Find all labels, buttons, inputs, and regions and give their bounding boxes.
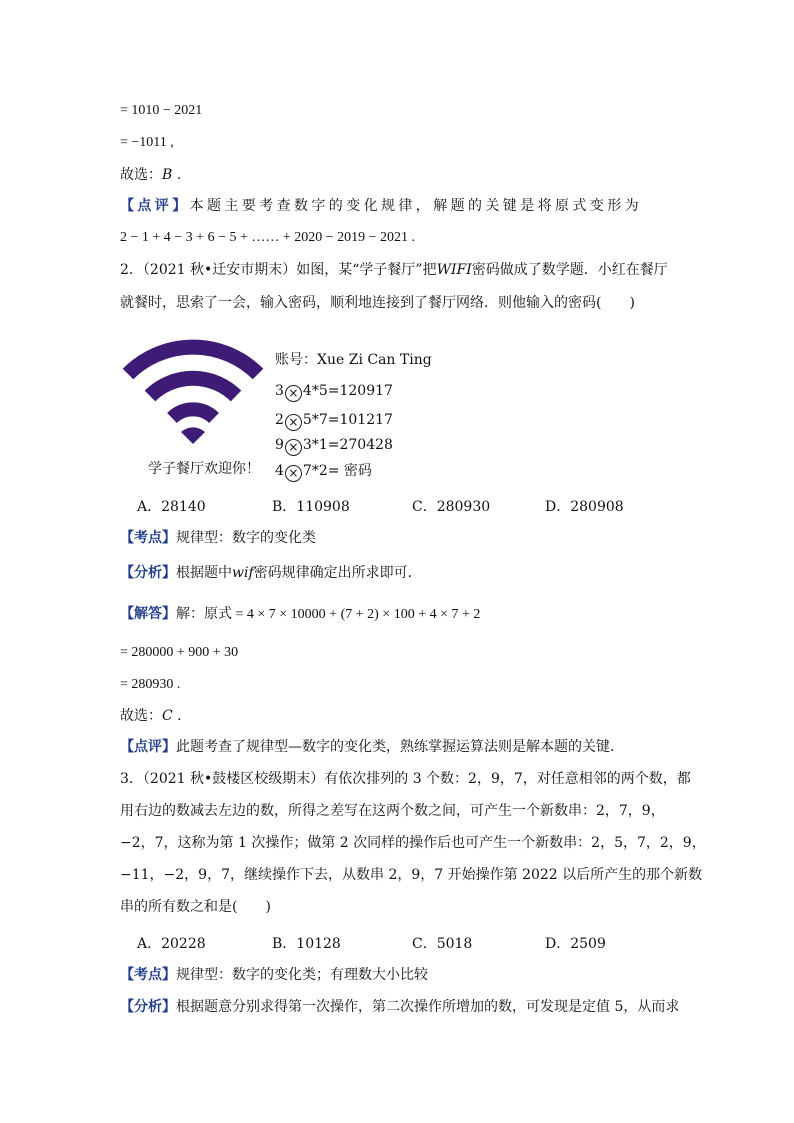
q3-option-b: B．10128 — [272, 936, 341, 952]
otimes-icon: × — [285, 385, 302, 402]
wifi-arc-middle — [150, 378, 236, 396]
q2-answer-label: 故选： — [120, 708, 162, 724]
row-3-rest: 3*1=270428 — [302, 437, 393, 453]
q3-fenxi-text: 根据题意分别求得第一次操作，第二次操作所增加的数，可发现是定值 5，从而求 — [176, 999, 680, 1015]
wifi-dot — [181, 427, 205, 444]
q2-step-2: = 280930 . — [120, 677, 181, 692]
q2-stem-line-1 — [120, 260, 668, 280]
row-2-rest: 5*7=101217 — [302, 412, 393, 428]
wifi-icon — [120, 336, 266, 456]
q1-comment — [120, 196, 642, 216]
q1-comment-formula: 2 − 1 + 4 − 3 + 6 − 5 + …… + 2020 − 2019 − 2021 . — [120, 230, 416, 245]
password-row-3 — [275, 435, 393, 456]
q1-answer-value: B — [162, 167, 173, 183]
q3-stem-line-1: 3．（2021 秋•鼓楼区校级期末）有依次排列的 3 个数：2，9，7，对任意相邻的两个数，都 — [120, 771, 691, 787]
q2-jieda-tag: 【解答】 — [120, 606, 176, 622]
q3-fenxi — [120, 997, 679, 1017]
otimes-icon: × — [285, 439, 302, 456]
q3-stem-line-2: 用右边的数减去左边的数，所得之差写在这两个数之间，可产生一个新数串：2，7，9， — [120, 803, 665, 819]
row-2-a: 2 — [275, 412, 284, 428]
q2-stem-1-end: 密码做成了数学题．小红在餐厅 — [471, 262, 668, 278]
q1-step-line-2: = −1011 , — [120, 135, 174, 150]
q3-option-c: C．5018 — [412, 936, 473, 952]
row-1-rest: 4*5=120917 — [302, 383, 393, 399]
q2-answer — [120, 706, 182, 726]
password-row-1 — [275, 381, 393, 402]
row-4-a: 4 — [275, 463, 284, 479]
row-1-a: 3 — [275, 383, 284, 399]
q1-answer — [120, 165, 181, 185]
q2-dianping — [120, 737, 624, 757]
q1-step-line-1: = 1010 − 2021 — [120, 103, 203, 118]
row-4-rest: 7*2= 密码 — [302, 463, 372, 479]
q3-option-a: A．20228 — [137, 936, 206, 952]
q2-fenxi — [120, 563, 422, 583]
q1-comment-text: 本题主要考查数字的变化规律，解题的关键是将原式变形为 — [189, 198, 643, 214]
q2-answer-end: . — [172, 708, 182, 724]
wifi-arc-inner — [172, 409, 214, 418]
q2-fenxi-a: 根据题中 — [176, 565, 232, 581]
q3-kaodian — [120, 965, 428, 985]
q2-fenxi-b: 密码规律确定出所求即可． — [253, 565, 422, 581]
q3-stem-line-3: −2，7，这称为第 1 次操作；做第 2 次同样的操作后也可产生一个新数串：2，5，7，2，9， — [120, 835, 706, 851]
q2-option-a: A．28140 — [137, 499, 206, 515]
q2-option-d: D．280908 — [545, 499, 624, 515]
q3-kaodian-text: 规律型：数字的变化类；有理数大小比较 — [176, 967, 428, 983]
wifi-caption: 学子餐厅欢迎你！ — [148, 461, 260, 477]
q2-stem-line-2: 就餐时，思索了一会，输入密码，顺利地连接到了餐厅网络．则他输入的密码( ) — [120, 295, 635, 311]
q2-answer-value: C — [162, 708, 173, 724]
q3-fenxi-tag: 【分析】 — [120, 999, 176, 1015]
q2-kaodian-tag: 【考点】 — [120, 530, 176, 546]
otimes-icon: × — [285, 414, 302, 431]
otimes-icon: × — [285, 465, 302, 482]
q2-jieda-text: 解：原式 = 4 × 7 × 10000 + (7 + 2) × 100 + 4 × 7 + 2 — [176, 607, 481, 622]
row-3-a: 9 — [275, 437, 284, 453]
q2-dianping-text: 此题考查了规律型—数字的变化类，熟练掌握运算法则是解本题的关键． — [176, 739, 624, 755]
q2-fenxi-tag: 【分析】 — [120, 565, 176, 581]
password-row-4 — [275, 461, 372, 482]
q2-kaodian-text: 规律型：数字的变化类 — [176, 530, 316, 546]
q3-stem-line-5: 串的所有数之和是( ) — [120, 899, 271, 915]
q1-answer-label: 故选： — [120, 167, 162, 183]
password-row-2 — [275, 410, 393, 431]
q2-option-b: B．110908 — [272, 499, 350, 515]
q2-fenxi-wif: wif — [232, 565, 254, 581]
q2-kaodian — [120, 528, 316, 548]
q3-stem-line-4: −11，−2，9，7，继续操作下去，从数串 2，9，7 开始操作第 2022 以后所产生的那个新数 — [120, 867, 703, 883]
q2-jieda — [120, 604, 480, 625]
q1-answer-end: . — [172, 167, 182, 183]
q3-option-d: D．2509 — [545, 936, 606, 952]
q2-stem-wifi: WIFI — [436, 262, 472, 278]
q2-step-1: = 280000 + 900 + 30 — [120, 645, 239, 660]
q3-kaodian-tag: 【考点】 — [120, 967, 176, 983]
q2-option-c: C．280930 — [412, 499, 491, 515]
q2-stem-1: 2．（2021 秋•迁安市期末）如图，某“学子餐厅”把 — [120, 262, 437, 278]
account-label: 账号：Xue Zi Can Ting — [275, 352, 432, 368]
wifi-arc-outer — [128, 347, 258, 374]
q2-dianping-tag: 【点评】 — [120, 739, 176, 755]
q1-comment-tag: 【点评】 — [120, 198, 190, 214]
